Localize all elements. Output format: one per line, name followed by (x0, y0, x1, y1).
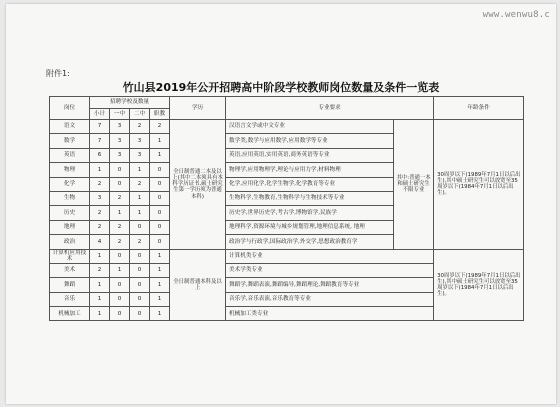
cell-school-3: 0 (150, 163, 170, 177)
cell-school-3: 0 (150, 191, 170, 205)
cell-position: 地理 (50, 220, 90, 234)
header-count-group: 招聘学校及数量 (90, 97, 170, 109)
cell-major: 音乐学,音乐表演,音乐教育等专业 (226, 292, 434, 306)
header-position: 岗位 (50, 97, 90, 120)
cell-position: 美术 (50, 263, 90, 277)
cell-school-3: 0 (150, 177, 170, 191)
cell-major: 英语,应用英语,实用英语,商务英语等专业 (226, 148, 394, 162)
header-subtotal: 小计 (90, 109, 110, 120)
cell-position: 英语 (50, 148, 90, 162)
cell-major: 汉语言文学或中文专业 (226, 120, 394, 134)
cell-school-1: 0 (110, 163, 130, 177)
cell-school-2: 1 (130, 163, 150, 177)
table-row (50, 120, 524, 134)
cell-school-1: 0 (110, 177, 130, 191)
cell-school-2: 0 (130, 278, 150, 292)
cell-school-3: 1 (150, 278, 170, 292)
cell-position: 政治 (50, 235, 90, 249)
age-requirement-top: 30周岁以下(1989年7月1日以后出生),其中硕士研究生可以放宽至35周岁以下(1984年7月1日以后出生)。 (434, 120, 524, 250)
cell-school-1: 3 (110, 120, 130, 134)
cell-subtotal: 3 (90, 191, 110, 205)
cell-major: 历史学,世界历史学,考古学,博物馆学,民族学 (226, 206, 394, 220)
cell-subtotal: 1 (90, 278, 110, 292)
cell-major: 生物科学,生物教育,生物科学与生物技术等专业 (226, 191, 394, 205)
cell-major: 机械加工类专业 (226, 307, 434, 321)
cell-school-3: 0 (150, 206, 170, 220)
cell-major: 计算机类专业 (226, 249, 434, 263)
cell-school-1: 3 (110, 134, 130, 148)
cell-position: 音乐 (50, 292, 90, 306)
cell-school-1: 1 (110, 263, 130, 277)
cell-position: 计算机应用技术 (50, 249, 90, 263)
cell-school-1: 0 (110, 307, 130, 321)
cell-subtotal: 2 (90, 177, 110, 191)
cell-school-3: 1 (150, 148, 170, 162)
cell-position: 机械加工 (50, 307, 90, 321)
table-row (50, 249, 524, 263)
cell-subtotal: 6 (90, 148, 110, 162)
cell-major: 美术学类专业 (226, 263, 434, 277)
cell-major: 数学类,数学与应用数学,应用数学等专业 (226, 134, 394, 148)
major-note: 其中:普通一本和硕士研究生不限专业 (394, 120, 434, 250)
cell-subtotal: 1 (90, 249, 110, 263)
cell-school-1: 0 (110, 249, 130, 263)
cell-school-2: 3 (130, 148, 150, 162)
cell-school-2: 1 (130, 191, 150, 205)
cell-school-3: 0 (150, 235, 170, 249)
attachment-label: 附件1: (46, 69, 70, 78)
cell-subtotal: 2 (90, 263, 110, 277)
cell-position: 物理 (50, 163, 90, 177)
cell-school-2: 3 (130, 134, 150, 148)
cell-school-2: 0 (130, 249, 150, 263)
document-title: 竹山县2019年公开招聘高中阶段学校教师岗位数量及条件一览表 (122, 81, 440, 94)
cell-school-3: 1 (150, 292, 170, 306)
cell-school-1: 2 (110, 235, 130, 249)
cell-school-2: 2 (130, 120, 150, 134)
cell-major: 物理学,应用物理学,理论与应用力学,材料物理 (226, 163, 394, 177)
education-requirement-top: 全日制普通二本及以上(其中二本须具有本科学历证书,硕士研究生第一学历须为普通本科) (170, 120, 226, 250)
cell-subtotal: 7 (90, 120, 110, 134)
cell-school-3: 1 (150, 249, 170, 263)
cell-school-1: 0 (110, 278, 130, 292)
cell-position: 舞蹈 (50, 278, 90, 292)
header-major: 专业要求 (226, 97, 434, 120)
cell-major: 地理科学,资源环境与城乡规划管理,地理信息系统, 地理 (226, 220, 394, 234)
watermark: www.wenwu8.c (482, 10, 550, 20)
header-school-1: 一中 (110, 109, 130, 120)
cell-school-1: 2 (110, 220, 130, 234)
cell-school-3: 2 (150, 120, 170, 134)
cell-subtotal: 1 (90, 163, 110, 177)
cell-major: 化学,应用化学,化学生物学,化学教育等专业 (226, 177, 394, 191)
cell-school-2: 1 (130, 206, 150, 220)
cell-subtotal: 4 (90, 235, 110, 249)
cell-school-2: 2 (130, 235, 150, 249)
header-school-2: 二中 (130, 109, 150, 120)
document-page (6, 4, 556, 404)
cell-school-1: 1 (110, 206, 130, 220)
header-education: 学历 (170, 97, 226, 120)
header-age: 年龄条件 (434, 97, 524, 120)
cell-school-1: 0 (110, 292, 130, 306)
cell-school-3: 0 (150, 220, 170, 234)
age-requirement-bottom: 30周岁以下(1989年7月1日以后出生),其中硕士研究生可以放宽至35周岁以下(1984年7月1日以后出生)。 (434, 249, 524, 321)
cell-school-2: 0 (130, 220, 150, 234)
cell-subtotal: 1 (90, 292, 110, 306)
positions-table (49, 96, 524, 321)
cell-subtotal: 7 (90, 134, 110, 148)
cell-major: 舞蹈学,舞蹈表演,舞蹈编导,舞蹈理论,舞蹈教育等专业 (226, 278, 434, 292)
cell-position: 数学 (50, 134, 90, 148)
cell-subtotal: 2 (90, 220, 110, 234)
cell-school-3: 1 (150, 134, 170, 148)
cell-school-1: 2 (110, 191, 130, 205)
cell-school-3: 1 (150, 307, 170, 321)
cell-school-2: 0 (130, 307, 150, 321)
cell-subtotal: 2 (90, 206, 110, 220)
cell-school-3: 1 (150, 263, 170, 277)
cell-school-2: 0 (130, 263, 150, 277)
cell-position: 语文 (50, 120, 90, 134)
cell-school-2: 2 (130, 177, 150, 191)
cell-position: 生物 (50, 191, 90, 205)
header-school-3: 职教 (150, 109, 170, 120)
cell-position: 化学 (50, 177, 90, 191)
cell-school-2: 0 (130, 292, 150, 306)
cell-position: 历史 (50, 206, 90, 220)
cell-school-1: 3 (110, 148, 130, 162)
cell-subtotal: 1 (90, 307, 110, 321)
cell-major: 政治学与行政学,国际政治学,外交学,思想政治教育学 (226, 235, 394, 249)
education-requirement-bottom: 全日制普通本科及以上 (170, 249, 226, 321)
